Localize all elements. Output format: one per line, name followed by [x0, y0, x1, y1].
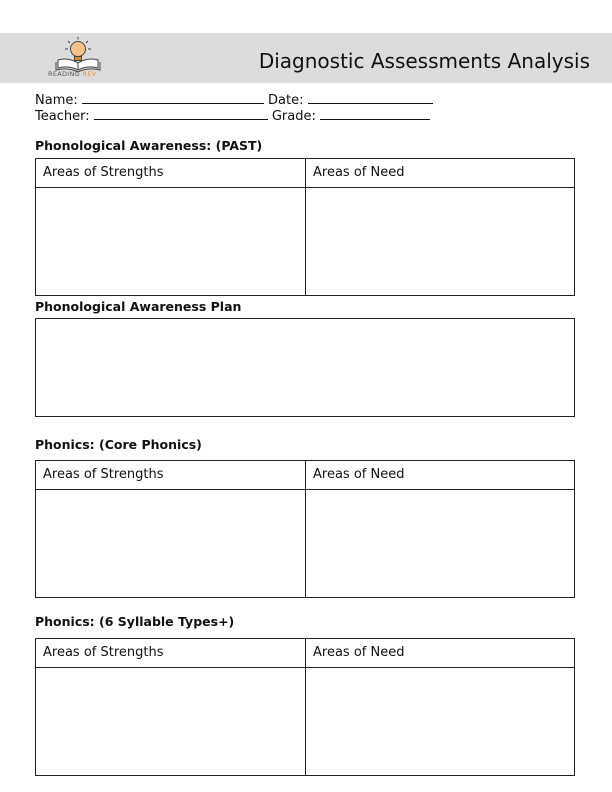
need-header: Areas of Need: [306, 461, 574, 490]
syllable-types-table: [35, 638, 575, 776]
teacher-grade-line: [35, 108, 430, 124]
section-heading-past: Phonological Awareness: (PAST): [35, 138, 263, 153]
need-cell[interactable]: [306, 188, 574, 295]
logo-text: READING REV: [48, 70, 97, 78]
need-cell[interactable]: [306, 668, 574, 775]
pa-plan-box[interactable]: [35, 318, 575, 417]
section-heading-syllable-types: Phonics: (6 Syllable Types+): [35, 614, 235, 629]
teacher-field[interactable]: [94, 108, 268, 120]
strengths-header: Areas of Strengths: [36, 159, 306, 188]
strengths-cell[interactable]: [36, 490, 306, 597]
name-date-line: [35, 92, 433, 108]
need-cell[interactable]: [306, 490, 574, 597]
grade-field[interactable]: [320, 108, 430, 120]
past-table: [35, 158, 575, 296]
strengths-cell[interactable]: [36, 188, 306, 295]
grade-label: Grade:: [271, 109, 316, 124]
date-field[interactable]: [308, 92, 433, 104]
section-heading-core-phonics: Phonics: (Core Phonics): [35, 437, 202, 452]
teacher-label: Teacher:: [35, 109, 90, 124]
section-heading-pa-plan: Phonological Awareness Plan: [35, 299, 242, 314]
name-label: Name:: [35, 93, 78, 108]
strengths-cell[interactable]: [36, 668, 306, 775]
core-phonics-table: [35, 460, 575, 598]
name-field[interactable]: [82, 92, 264, 104]
date-label: Date:: [268, 93, 304, 108]
need-header: Areas of Need: [306, 639, 574, 668]
need-header: Areas of Need: [306, 159, 574, 188]
strengths-header: Areas of Strengths: [36, 639, 306, 668]
strengths-header: Areas of Strengths: [36, 461, 306, 490]
page-title: Diagnostic Assessments Analysis: [258, 49, 590, 73]
